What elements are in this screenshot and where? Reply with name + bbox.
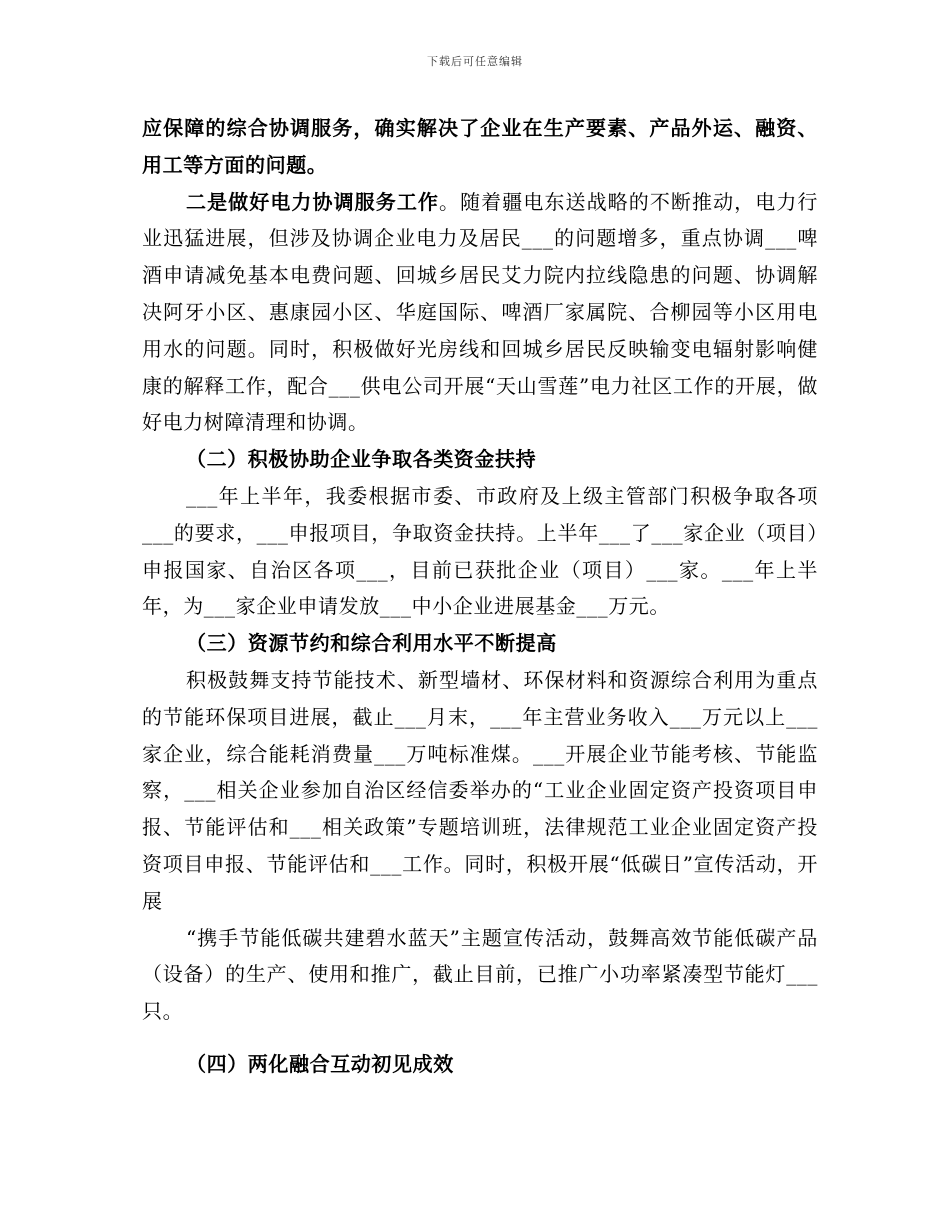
- paragraph-4: 积极鼓舞支持节能技术、新型墙材、环保材料和资源综合利用为重点的节能环保项目进展，截止___月末，___年主营业务收入___万元以上___家企业，综合能耗消费量___万吨标准煤。___开展企业节能考核、节能监察，___相关企业参加自治区经信委举办的“工业企业固定资产投资项目申报、节能评估和___相关政策”专题培训班，法律规范工业企业固定资产投资项目申报、节能评估和___工作。同时，积极开展“低碳日”宣传活动，开展: [142, 667, 818, 913]
- section-heading-2: （二）积极协助企业争取各类资金扶持: [186, 447, 537, 472]
- paragraph-2-lead: 二是做好电力协调服务工作: [186, 189, 439, 214]
- paragraph-1: 应保障的综合协调服务，确实解决了企业在生产要素、产品外运、融资、用工等方面的问题。: [142, 116, 818, 177]
- paragraph-2-body: 。随着疆电东送战略的不断推动，电力行业迅猛进展，但涉及协调企业电力及居民___的问题增多，重点协调___啤酒申请减免基本电费问题、回城乡居民艾力院内拉线隐患的问题、协调解决阿牙小区、惠康园小区、华庭国际、啤酒厂家属院、合柳园等小区用电用水的问题。同时，积极做好光房线和回城乡居民反映输变电辐射影响健康的解释工作，配合___供电公司开展“天山雪莲”电力社区工作的开展，做好电力树障清理和协调。: [142, 189, 818, 435]
- section-heading-4: （四）两化融合互动初见成效: [186, 1051, 454, 1076]
- paragraph-3: ___年上半年，我委根据市委、市政府及上级主管部门积极争取各项___的要求，___申报项目，争取资金扶持。上半年___了___家企业（项目）申报国家、自治区各项___，目前已获批企业（项目）___家。___年上半年，为___家企业申请发放___中小企业进展基金___万元。: [142, 483, 818, 619]
- paragraph-5: “携手节能低碳共建碧水蓝天”主题宣传活动，鼓舞高效节能低碳产品（设备）的生产、使用和推广，截止目前，已推广小功率紧凑型节能灯___只。: [142, 925, 818, 1024]
- section-heading-3: （三）资源节约和综合利用水平不断提高: [186, 631, 557, 656]
- page-header: 下载后可任意编辑: [427, 55, 523, 68]
- paragraph-2: [142, 184, 818, 442]
- document-body: [142, 110, 818, 1083]
